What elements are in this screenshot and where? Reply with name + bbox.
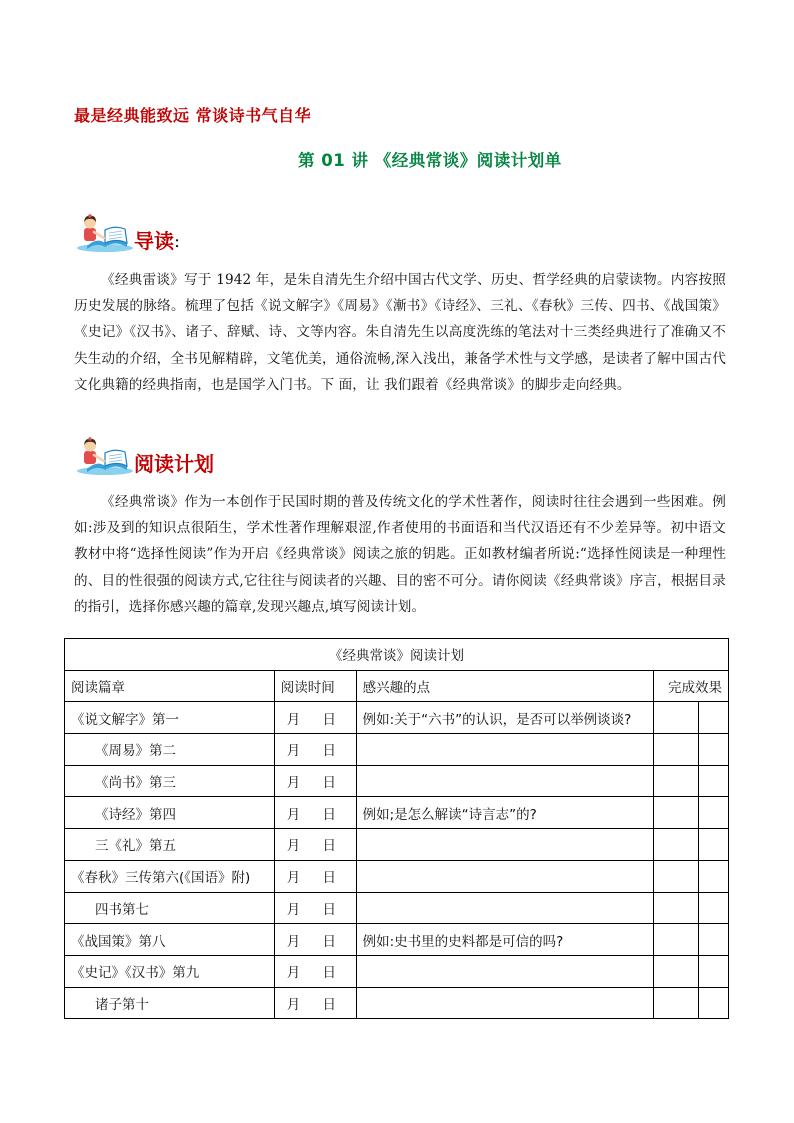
- interest-cell[interactable]: [356, 860, 653, 892]
- result-cell[interactable]: [699, 955, 729, 987]
- time-cell[interactable]: 月 日: [274, 797, 356, 829]
- time-cell[interactable]: 月 日: [274, 734, 356, 766]
- chapter-cell: 《战国策》第八: [65, 924, 275, 956]
- result-cell[interactable]: [699, 734, 729, 766]
- plan-paragraph: 《经典常谈》作为一本创作于民国时期的普及传统文化的学术性著作，阅读时往往会遇到一些困难。例如:涉及到的知识点很陌生，学术性著作理解艰涩,作者使用的书面语和当代汉语还有不少差异等。初中语文教材中将“选择性阅读”作为开启《经典常谈》阅读之旅的钥匙。正如教材编者所说:“选择性阅读是一种理性的、目的性很强的阅读方式,它往往与阅读者的兴趣、目的密不可分。请你阅读《经典常谈》序言，根据目录的指引，选择你感兴趣的篇章,发现兴趣点,填写阅读计划。: [74, 494, 726, 615]
- time-cell[interactable]: 月 日: [274, 860, 356, 892]
- table-row: [65, 892, 729, 924]
- chapter-cell: 三《礼》第五: [65, 829, 275, 861]
- result-cell[interactable]: [654, 734, 699, 766]
- header-time: 阅读时间: [274, 670, 356, 702]
- table-row: [65, 734, 729, 766]
- result-cell[interactable]: [654, 829, 699, 861]
- result-cell[interactable]: [699, 860, 729, 892]
- intro-heading-label: 导读: [134, 229, 174, 253]
- time-cell[interactable]: 月 日: [274, 924, 356, 956]
- result-cell[interactable]: [699, 797, 729, 829]
- result-cell[interactable]: [654, 797, 699, 829]
- plan-heading: [75, 436, 214, 476]
- chapter-cell: 《史记》《汉书》第九: [65, 955, 275, 987]
- chapter-cell: 《周易》第二: [65, 734, 275, 766]
- intro-heading-suffix: :: [174, 231, 181, 252]
- motto: 最是经典能致远 常谈诗书气自华: [74, 106, 312, 125]
- time-cell[interactable]: 月 日: [274, 765, 356, 797]
- result-cell[interactable]: [654, 860, 699, 892]
- header-chapter: 阅读篇章: [65, 670, 275, 702]
- chapter-cell: 《诗经》第四: [65, 797, 275, 829]
- time-cell[interactable]: 月 日: [274, 829, 356, 861]
- chapter-cell: 《尚书》第三: [65, 765, 275, 797]
- table-caption: 《经典常谈》阅读计划: [65, 639, 729, 671]
- header-interest: 感兴趣的点: [356, 670, 653, 702]
- table-row: [65, 702, 729, 734]
- result-cell[interactable]: [699, 702, 729, 734]
- table-caption-row: [65, 639, 729, 671]
- result-cell[interactable]: [654, 987, 699, 1019]
- result-cell[interactable]: [699, 987, 729, 1019]
- table-row: [65, 987, 729, 1019]
- result-cell[interactable]: [699, 924, 729, 956]
- table-row: [65, 955, 729, 987]
- interest-cell[interactable]: [356, 892, 653, 924]
- table-row: [65, 797, 729, 829]
- interest-cell[interactable]: [356, 955, 653, 987]
- girl-reading-book-icon: [75, 436, 135, 476]
- result-cell[interactable]: [699, 765, 729, 797]
- interest-cell[interactable]: 例如;是怎么解读“诗言志”的?: [356, 797, 653, 829]
- result-cell[interactable]: [654, 924, 699, 956]
- interest-cell[interactable]: [356, 829, 653, 861]
- interest-cell[interactable]: 例如:史书里的史料都是可信的吗?: [356, 924, 653, 956]
- reading-plan-table: [64, 638, 729, 1019]
- result-cell[interactable]: [654, 955, 699, 987]
- plan-heading-label: 阅读计划: [134, 452, 214, 476]
- interest-cell[interactable]: [356, 765, 653, 797]
- chapter-cell: 《春秋》三传第六(《国语》附): [65, 860, 275, 892]
- time-cell[interactable]: 月 日: [274, 892, 356, 924]
- table-header-row: [65, 670, 729, 702]
- result-cell[interactable]: [699, 829, 729, 861]
- table-row: [65, 765, 729, 797]
- lesson-title: 第 01 讲 《经典常谈》阅读计划单: [298, 151, 562, 170]
- chapter-cell: 诸子第十: [65, 987, 275, 1019]
- interest-cell[interactable]: 例如:关于“六书”的认识，是否可以举例谈谈?: [356, 702, 653, 734]
- table-row: [65, 829, 729, 861]
- intro-heading: [75, 213, 180, 253]
- interest-cell[interactable]: [356, 987, 653, 1019]
- result-cell[interactable]: [654, 892, 699, 924]
- time-cell[interactable]: 月 日: [274, 955, 356, 987]
- table-row: [65, 860, 729, 892]
- chapter-cell: 四书第七: [65, 892, 275, 924]
- result-cell[interactable]: [699, 892, 729, 924]
- interest-cell[interactable]: [356, 734, 653, 766]
- result-cell[interactable]: [654, 765, 699, 797]
- intro-paragraph: 《经典雷谈》写于 1942 年，是朱自清先生介绍中国古代文学、历史、哲学经典的启蒙读物。内容按照历史发展的脉络。梳理了包括《说文解字》《周易》《漸书》《诗经》、三礼、《春秋》三传、四书、《战国策》《史记》《汉书》、诸子、辞赋、诗、文等内容。朱自清先生以高度洗练的笔法对十三类经典进行了准确又不失生动的介绍，全书见解精辟，文笔优美，通俗流畅,深入浅出，兼备学术性与文学感，是读者了解中国古代文化典籍的经典指南，也是国学入门书。下 面，让 我们跟着《经典常谈》的脚步走向经典。: [74, 272, 726, 393]
- chapter-cell: 《说文解字》第一: [65, 702, 275, 734]
- header-result: 完成效果: [654, 670, 729, 702]
- time-cell[interactable]: 月 日: [274, 987, 356, 1019]
- result-cell[interactable]: [654, 702, 699, 734]
- table-row: [65, 924, 729, 956]
- girl-reading-book-icon: [75, 213, 135, 253]
- time-cell[interactable]: 月 日: [274, 702, 356, 734]
